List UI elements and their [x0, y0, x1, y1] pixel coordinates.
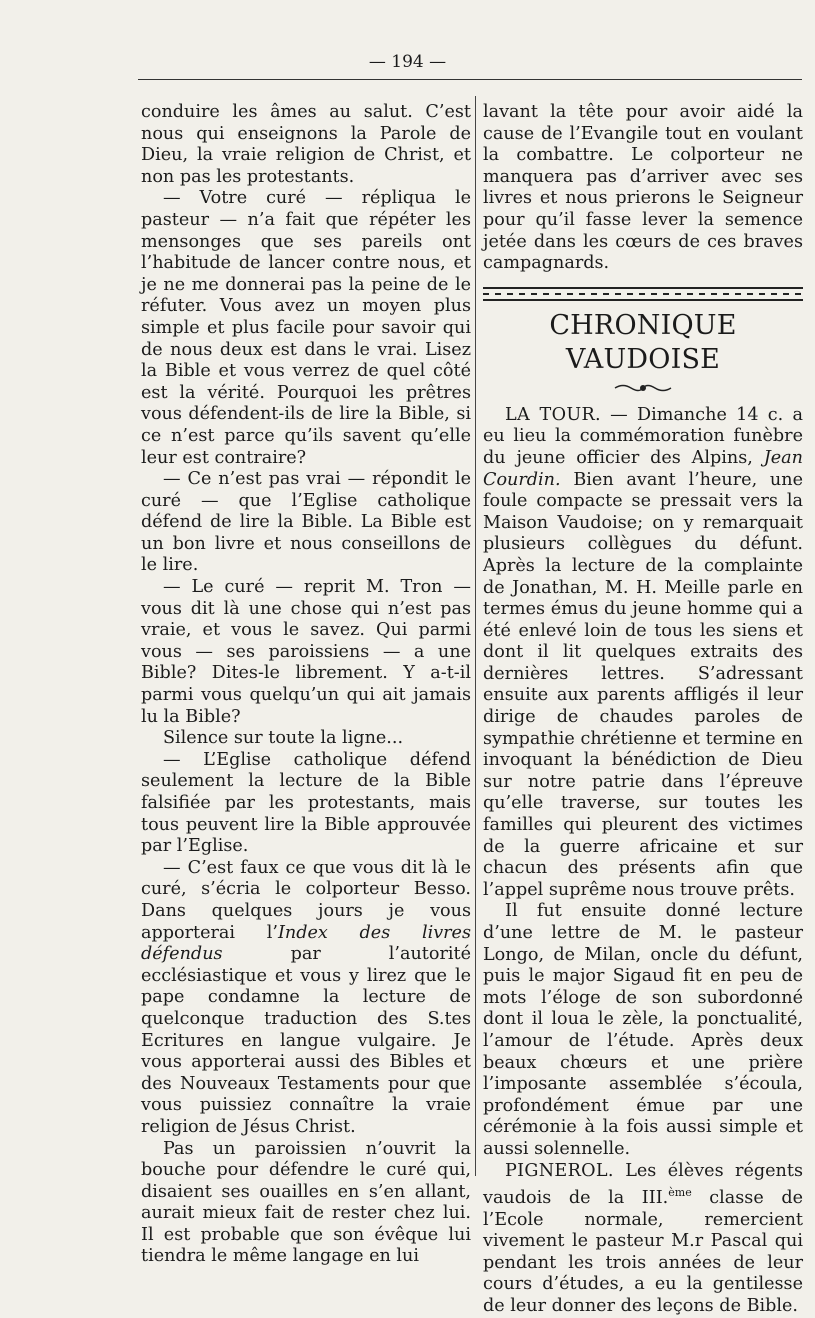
- place-heading: LA TOUR.: [505, 404, 601, 425]
- paragraph: — L’Eglise catholique défend seulement la lecture de la Bible falsifiée par les protestants, mais tous peuvent lire la Bible approuvée par l’Eglise.: [141, 749, 471, 857]
- right-column: [483, 102, 803, 1318]
- superscript: ème: [668, 1186, 692, 1200]
- text-run: — Dimanche 14 c. a eu lieu la commémoration funèbre du jeune officier des Alpins,: [483, 404, 803, 468]
- page-number: — 194 —: [368, 52, 447, 72]
- paragraph: — Ce n’est pas vrai — répondit le curé — que l’Eglise catholique défend de lire la Bible. La Bible est un bon livre et nous conseillons de le lire.: [141, 469, 471, 576]
- place-heading: PIGNEROL.: [505, 1160, 614, 1181]
- italic-name: Jean Courdin.: [483, 447, 803, 490]
- paragraph: Pas un paroissien n’ouvrit la bouche pour défendre le curé qui, disaient ses ouailles en s’en allant, aurait mieux fait de rester chez lui. Il est probable que son évêque lui tiendra le même langage en lui: [141, 1138, 471, 1267]
- flourish-icon: [613, 382, 673, 394]
- paragraph: [141, 858, 471, 1139]
- paragraph: [483, 405, 803, 902]
- left-column: [141, 102, 471, 1268]
- paragraph: — Le curé — reprit M. Tron — vous dit là une chose qui n’est pas vraie, et vous le savez. Qui parmi vous — ses paroissiens — a une Bible? Dites-le librement. Y a-t-il parmi vous quelqu’un qui ait jamais lu la Bible?: [141, 577, 471, 727]
- text-run: Les élèves régents vaudois de la III.: [483, 1160, 803, 1208]
- section-title: CHRONIQUE VAUDOISE: [549, 309, 737, 375]
- italic-title: Index des livres défendus: [141, 922, 471, 965]
- paragraph: Silence sur toute la ligne...: [163, 728, 404, 749]
- paragraph: [483, 1161, 803, 1318]
- paragraph: — Votre curé — répliqua le pasteur — n’a fait que répéter les mensonges que ses pareils ont l’habitude de lancer contre nous, et je ne me donnerai pas la peine de le réfuter. Vous avez un moyen plus simple et plus facile pour savoir qui de nous deux est dans le vrai. Lisez la Bible et vous verrez de quel côté est la vérité. Pourquoi les prêtres vous défendent-ils de lire la Bible, si ce n’est parce qu’ils savent qu’elle leur est contraire?: [141, 188, 471, 468]
- paragraph: Il fut ensuite donné lecture d’une lettre de M. le pasteur Longo, de Milan, oncle du défunt, puis le major Sigaud fit en peu de mots l’éloge de son subordonné dont il loua le zèle, la ponctualité, l’amour de l’étude. Après deux beaux chœurs et une prière l’imposante assemblée s’écoula, profondément émue par une cérémonie à la fois aussi simple et aussi solennelle.: [483, 901, 803, 1159]
- text-run: Bien avant l’heure, une foule compacte se pressait vers la Maison Vaudoise; on y remarquait plusieurs collègues du défunt. Après la lecture de la complainte de Jonathan, M. H. Meille parle en termes émus du jeune homme qui a été enlevé loin de tous les siens et dont il lit quelques extraits des dernières lettres. S’adressant ensuite aux parents affligés il leur dirige de chaudes paroles de sympathie chrétienne et termine en invoquant la bénédiction de Dieu sur notre patrie dans l’épreuve qu’elle traverse, sur toutes les familles qui pleurent des victimes de la guerre africaine et sur chacun des présents afin que l’appel suprême nous trouve prêts.: [483, 469, 803, 900]
- column-divider: [475, 96, 476, 1176]
- text-run: — C’est faux ce que vous dit là le curé, s’écria le colporteur Besso. Dans quelques jours je vous apporterai l’: [141, 857, 471, 943]
- paragraph: lavant la tête pour avoir aidé la cause de l’Evangile tout en voulant la combattre. Le colporteur ne manquera pas d’arriver avec ses livres et nous prierons le Seigneur pour qu’il fasse lever la semence jetée dans les cœurs de ces braves campagnards.: [483, 102, 803, 274]
- paragraph: conduire les âmes au salut. C’est nous qui enseignons la Parole de Dieu, la vraie religion de Christ, et non pas les protestants.: [141, 102, 471, 187]
- text-run: par l’autorité ecclésiastique et vous y lirez que le pape condamne la lecture de quelconque traduction des S.tes Ecritures en langue vulgaire. Je vous apporterai aussi des Bibles et des Nouveaux Testaments pour que vous puissiez connaître la vraie religion de Jésus Christ.: [141, 944, 471, 1137]
- decorative-rule: [483, 287, 803, 301]
- header-rule: [138, 79, 802, 80]
- flourish-ornament: [483, 379, 803, 399]
- text-run: classe de l’Ecole normale, remercient vivement le pasteur M.r Pascal qui pendant les trois années de leur cours d’études, a eu la gentilesse de leur donner des leçons de Bible.: [483, 1187, 803, 1316]
